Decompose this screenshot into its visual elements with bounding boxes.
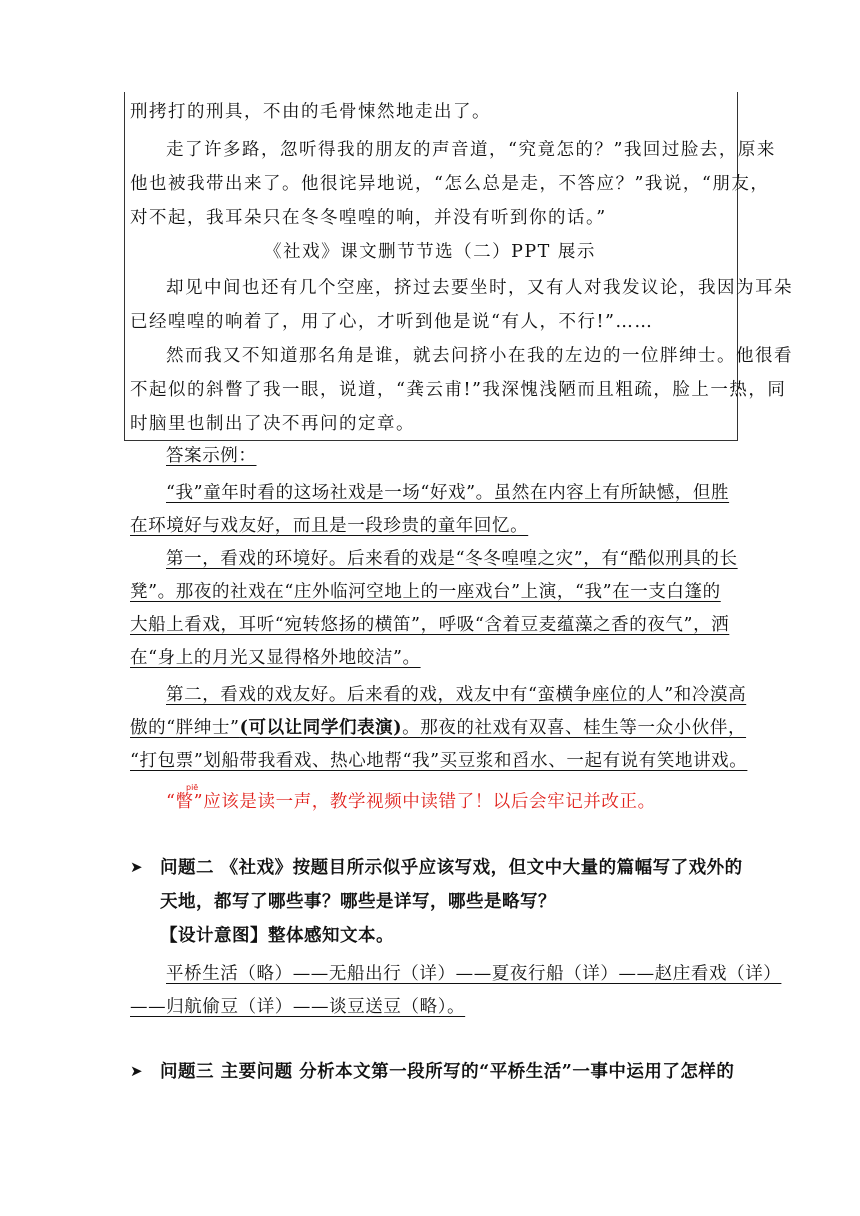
excerpt-line: 刑拷打的刑具，不由的毛骨悚然地走出了。: [130, 102, 491, 122]
correction-note: “瞥”应该是读一声，教学视频中读错了！以后会牢记并改正。: [166, 792, 656, 812]
excerpt-line: 不起似的斜瞥了我一眼，说道，“龚云甫!”我深愧浅陋而且粗疏，脸上一热，同: [130, 380, 787, 400]
question-two: 问题二 《社戏》按题目所示似乎应该写戏，但文中大量的篇幅写了戏外的: [160, 858, 743, 878]
excerpt-line: 却见中间也还有几个空座，挤过去要坐时，又有人对我发议论，我因为耳朵: [166, 278, 793, 298]
answer-line: “打包票”划船带我看戏、热心地帮“我”买豆浆和舀水、一起有说有笑地讲戏。: [130, 751, 748, 771]
excerpt-line: 时脑里也制出了决不再问的定章。: [130, 414, 415, 434]
excerpt-line: 已经喤喤的响着了，用了心，才听到他是说“有人，不行!”……: [130, 312, 654, 332]
question-two: 天地，都写了哪些事？哪些是详写，哪些是略写？: [160, 892, 556, 912]
question-three: 问题三 主要问题 分析本文第一段所写的“平桥生活”一事中运用了怎样的: [160, 1062, 735, 1082]
arrow-bullet-icon: ➤: [130, 1062, 143, 1080]
answer-line: 平桥生活（略）——无船出行（详）——夏夜行船（详）——赵庄看戏（详）: [166, 964, 782, 984]
answer-line: 第二，看戏的戏友好。后来看的戏，戏友中有“蛮横争座位的人”和冷漠高: [166, 685, 747, 705]
excerpt-line: 对不起，我耳朵只在冬冬喤喤的响，并没有听到你的话。”: [130, 208, 607, 228]
excerpt-line: 然而我又不知道那名角是谁，就去问挤小在我的左边的一位胖绅士。他很看: [166, 346, 793, 366]
design-intent: 【设计意图】整体感知文本。: [160, 926, 394, 946]
answer-heading: 答案示例：: [166, 446, 257, 466]
answer-line: “我”童年时看的这场社戏是一场“好戏”。虽然在内容上有所缺憾，但胜: [166, 483, 730, 503]
answer-line: 大船上看戏，耳听“宛转悠扬的横笛”，呼吸“含着豆麦蕴藻之香的夜气”，洒: [130, 615, 730, 635]
answer-line: 在“身上的月光又显得格外地皎洁”。: [130, 648, 421, 668]
answer-text: 。那夜的社戏有双喜、桂生等一众小伙伴，: [402, 718, 747, 738]
excerpt-line: 走了许多路，忽听得我的朋友的声音道，“究竟怎的？”我回过脸去，原来: [166, 140, 776, 160]
answer-emphasis: (可以让同学们表演): [239, 718, 403, 738]
answer-line: ——归航偷豆（详）——谈豆送豆（略）。: [130, 997, 466, 1017]
answer-line: [130, 716, 746, 740]
answer-line: 在环境好与戏友好，而且是一段珍贵的童年回忆。: [130, 516, 529, 536]
answer-text: 傲的“胖绅士”: [130, 718, 240, 738]
arrow-bullet-icon: ➤: [130, 858, 143, 876]
pinyin-annotation: piē: [186, 783, 199, 792]
ppt-excerpt-title: 《社戏》课文删节节选（二）PPT 展示: [264, 242, 596, 262]
answer-line: 凳”。那夜的社戏在“庄外临河空地上的一座戏台”上演，“我”在一支白篷的: [130, 582, 721, 602]
excerpt-line: 他也被我带出来了。他很诧异地说，“怎么总是走，不答应？”我说，“朋友，: [130, 174, 770, 194]
answer-line: 第一，看戏的环境好。后来看的戏是“冬冬喤喤之灾”，有“酷似刑具的长: [166, 549, 738, 569]
